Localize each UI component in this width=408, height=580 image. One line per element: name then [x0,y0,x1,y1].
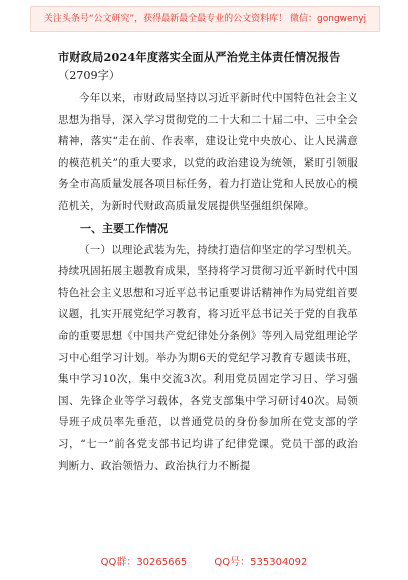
section-heading: 一、主要工作情况 [80,221,168,235]
document-page [58,48,358,477]
word-count: （2709字） [58,69,121,82]
section-paragraph: （一）以理论武装为先，持续打造信仰坚定的学习型机关。持续巩固拓展主题教育成果，坚持将学习贯彻习近平新时代中国特色社会主义思想和习近平总书记重要讲话精神作为局党组首要议题，扎实开展党纪学习教育，将习近平总书记关于党的自我革命的重要思想《中国共产党纪律处分条例》等列入局党组理论学习中心组学习计划。举办为期6天的党纪学习教育专题读书班，集中学习10次，集中交流3次。利用党员固定学习日、学习强国、先锋企业等学习载体，各党支部集中学习研讨40次。局领导班子成员率先垂范，以普通党员的身份参加所在党支部的学习，“七一”前各党支部书记均讲了纪律党课。党员干部的政治判断力、政治领悟力、政治执行力不断提 [58,243,358,472]
qq-group-text: QQ群：30265665 [100,557,188,568]
footer-contact [0,553,408,568]
header-banner: 关注头条号“公文研究”，获得最新最全最专业的公文资料库！ 微信：gongwenyj [30,6,380,32]
intro-paragraph: 今年以来，市财政局坚持以习近平新时代中国特色社会主义思想为指导，深入学习贯彻党的二十大和二十届二中、三中全会精神，落实“走在前、作表率，建设让党中央放心、让人民满意的模范机关”的重大要求，以党的政治建设为统领，紧盯引领服务全市高质量发展各项目标任务，着力打造让党和人民放心的模范机关，为新时代财政高质量发展提供坚强组织保障。 [58,92,358,212]
qq-number-text: QQ号：535304092 [214,557,308,568]
document-title: 市财政局2024年度落实全面从严治党主体责任情况报告 [58,50,341,64]
